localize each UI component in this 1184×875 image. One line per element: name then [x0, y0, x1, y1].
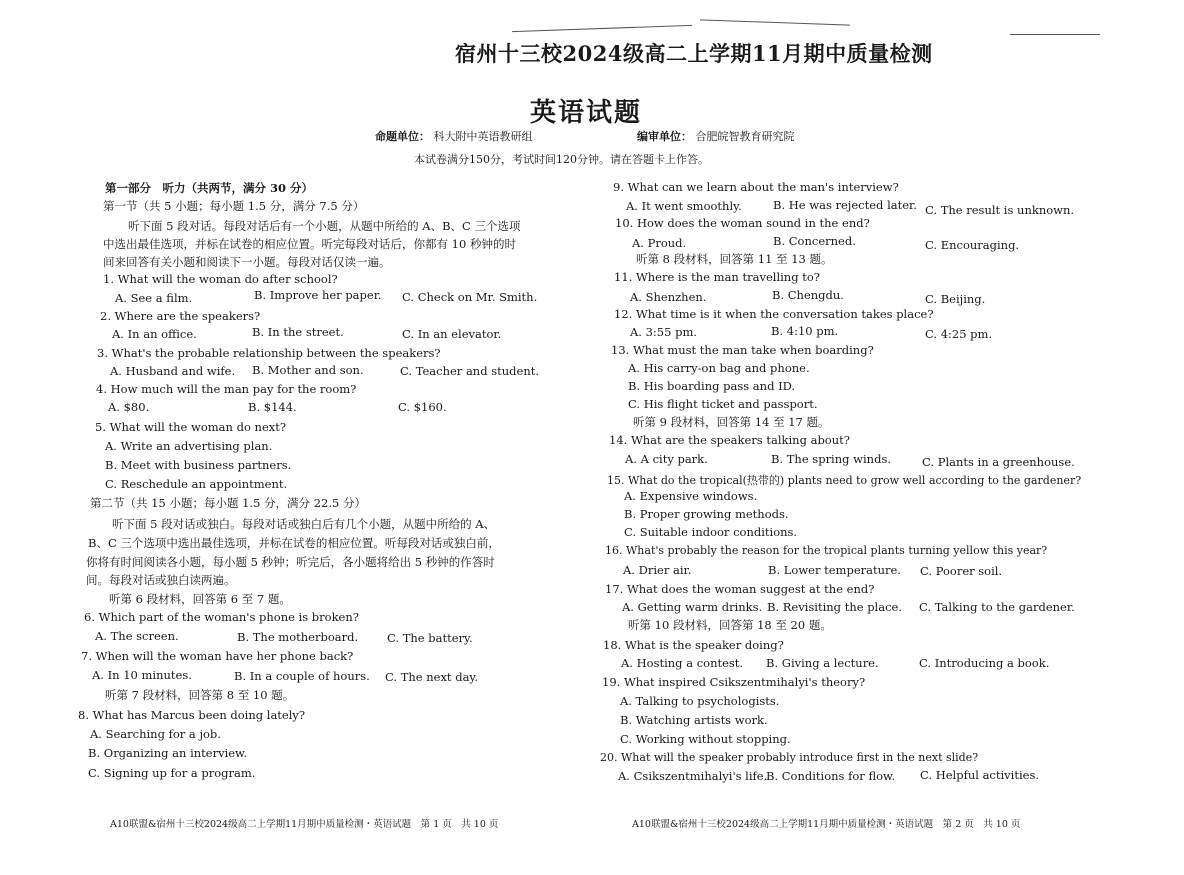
- editor-label: 编审单位：: [637, 130, 692, 143]
- question-14: 14. What are the speakers talking about?: [609, 433, 850, 447]
- question-18: 18. What is the speaker doing?: [603, 638, 784, 652]
- option: B. Lower temperature.: [768, 563, 901, 577]
- option: B. Conditions for flow.: [766, 769, 896, 783]
- option: C. In an elevator.: [402, 327, 502, 341]
- option: B. Revisiting the place.: [767, 600, 902, 614]
- option: C. Teacher and student.: [400, 364, 540, 378]
- material-heading: 听第 6 段材料，回答第 6 至 7 题。: [109, 592, 291, 606]
- question-13: 13. What must the man take when boarding?: [611, 343, 874, 357]
- option: A. Drier air.: [623, 563, 692, 577]
- scan-artifact-line: [700, 19, 850, 25]
- instruction-line: 间来回答有关小题和阅读下一小题。每段对话仅读一遍。: [103, 255, 391, 269]
- instruction-line: B、C 三个选项中选出最佳选项，并标在试卷的相应位置。听每段对话或独白前，: [88, 536, 500, 550]
- option: A. Csikszentmihalyi's life.: [618, 769, 768, 783]
- option: C. 4:25 pm.: [925, 327, 993, 341]
- option: C. $160.: [398, 400, 447, 414]
- page-footer-right: A10联盟&宿州十三校2024级高二上学期11月期中质量检测・英语试题 第 2 页 共 10 页: [632, 819, 1021, 830]
- question-7: 7. When will the woman have her phone back?: [81, 649, 354, 663]
- instruction-line: 你将有时间阅读各小题，每小题 5 秒钟；听完后，各小题将给出 5 秒钟的作答时: [86, 555, 495, 569]
- option: C. The next day.: [385, 670, 479, 684]
- option: B. Giving a lecture.: [766, 656, 879, 670]
- material-heading: 听第 10 段材料，回答第 18 至 20 题。: [628, 618, 832, 632]
- question-20: 20. What will the speaker probably introduce first in the next slide?: [600, 751, 979, 764]
- question-2: 2. Where are the speakers?: [100, 309, 261, 323]
- part-one-heading: 第一部分 听力（共两节，满分 30 分）: [105, 181, 314, 195]
- question-5: 5. What will the woman do next?: [95, 420, 287, 434]
- option: C. Helpful activities.: [920, 768, 1040, 782]
- question-12: 12. What time is it when the conversation takes place?: [614, 307, 934, 321]
- question-8: 8. What has Marcus been doing lately?: [78, 708, 306, 722]
- question-16: 16. What's probably the reason for the tropical plants turning yellow this year?: [605, 544, 1048, 557]
- material-heading: 听第 8 段材料，回答第 11 至 13 题。: [636, 252, 833, 266]
- option: B. Mother and son.: [252, 363, 364, 377]
- author-line: [375, 128, 533, 144]
- editor-name: 合肥皖智教育研究院: [695, 130, 795, 143]
- option: B. The spring winds.: [771, 452, 892, 466]
- material-heading: 听第 7 段材料，回答第 8 至 10 题。: [105, 688, 295, 702]
- exam-notice: 本试卷满分150分，考试时间120分钟。请在答题卡上作答。: [414, 153, 709, 166]
- option: A. 3:55 pm.: [630, 325, 698, 339]
- author-name: 科大附中英语教研组: [433, 130, 533, 143]
- option: C. The battery.: [387, 631, 473, 645]
- option: A. Expensive windows.: [624, 489, 758, 503]
- option: A. Getting warm drinks.: [622, 600, 763, 614]
- option: B. His boarding pass and ID.: [628, 379, 796, 393]
- option: B. Concerned.: [773, 234, 856, 248]
- option: A. The screen.: [95, 629, 179, 643]
- page-footer-left: A10联盟&宿州十三校2024级高二上学期11月期中质量检测・英语试题 第 1 页 共 10 页: [110, 819, 499, 830]
- option: C. Plants in a greenhouse.: [922, 455, 1075, 469]
- scan-artifact-line: [1010, 34, 1100, 35]
- section-one-heading: 第一节（共 5 小题；每小题 1.5 分，满分 7.5 分）: [103, 199, 365, 213]
- option: C. Talking to the gardener.: [919, 600, 1075, 614]
- option: B. In a couple of hours.: [234, 669, 370, 683]
- option: C. Reschedule an appointment.: [105, 477, 288, 491]
- option: B. Meet with business partners.: [105, 458, 292, 472]
- option: A. Hosting a contest.: [621, 656, 744, 670]
- question-6: 6. Which part of the woman's phone is broken?: [84, 610, 359, 624]
- instruction-line: 听下面 5 段对话。每段对话后有一个小题，从题中所给的 A、B、C 三个选项: [128, 219, 521, 233]
- option: B. The motherboard.: [237, 630, 359, 644]
- option: C. His flight ticket and passport.: [628, 397, 818, 411]
- question-1: 1. What will the woman do after school?: [103, 272, 338, 286]
- author-label: 命题单位：: [375, 130, 430, 143]
- option: B. Chengdu.: [772, 288, 844, 302]
- option: C. Working without stopping.: [620, 732, 791, 746]
- option: A. Shenzhen.: [630, 290, 707, 304]
- exam-title: 宿州十三校2024级高二上学期11月期中质量检测: [455, 41, 933, 66]
- question-10: 10. How does the woman sound in the end?: [615, 216, 870, 230]
- option: A. Write an advertising plan.: [105, 439, 273, 453]
- option: C. Introducing a book.: [919, 656, 1050, 670]
- material-heading: 听第 9 段材料，回答第 14 至 17 题。: [633, 415, 830, 429]
- option: B. He was rejected later.: [773, 198, 917, 212]
- question-19: 19. What inspired Csikszentmihalyi's theory?: [602, 675, 866, 689]
- option: A. $80.: [108, 400, 150, 414]
- option: A. His carry-on bag and phone.: [628, 361, 810, 375]
- option: B. In the street.: [252, 325, 344, 339]
- section-two-heading: 第二节（共 15 小题；每小题 1.5 分，满分 22.5 分）: [90, 496, 366, 510]
- option: C. Check on Mr. Smith.: [402, 290, 538, 304]
- option: C. Signing up for a program.: [88, 766, 256, 780]
- instruction-line: 听下面 5 段对话或独白。每段对话或独白后有几个小题，从题中所给的 A、: [112, 517, 496, 531]
- option: C. Suitable indoor conditions.: [624, 525, 798, 539]
- option: A. Searching for a job.: [90, 727, 221, 741]
- instruction-line: 间。每段对话或独白读两遍。: [86, 573, 236, 587]
- option: C. Encouraging.: [925, 238, 1020, 252]
- option: B. Watching artists work.: [620, 713, 768, 727]
- question-17: 17. What does the woman suggest at the end?: [605, 582, 875, 596]
- option: A. In 10 minutes.: [92, 668, 192, 682]
- option: A. Proud.: [632, 236, 687, 250]
- question-9: 9. What can we learn about the man's interview?: [613, 180, 899, 194]
- scan-artifact-line: [512, 25, 692, 32]
- option: C. Poorer soil.: [920, 564, 1003, 578]
- option: A. Husband and wife.: [110, 364, 236, 378]
- question-11: 11. Where is the man travelling to?: [614, 270, 820, 284]
- option: C. Beijing.: [925, 292, 986, 306]
- question-4: 4. How much will the man pay for the room?: [96, 382, 357, 396]
- option: A. In an office.: [112, 327, 197, 341]
- option: B. Organizing an interview.: [88, 746, 248, 760]
- option: B. 4:10 pm.: [771, 324, 839, 338]
- option: A. Talking to psychologists.: [620, 694, 780, 708]
- option: A. See a film.: [115, 291, 193, 305]
- question-3: 3. What's the probable relationship between the speakers?: [97, 346, 441, 360]
- question-15: 15. What do the tropical(热带的) plants need to grow well according to the gardener?: [607, 474, 1082, 487]
- editor-line: [637, 128, 795, 144]
- option: B. Improve her paper.: [254, 288, 382, 302]
- exam-subtitle: 英语试题: [530, 98, 643, 128]
- option: A. It went smoothly.: [626, 199, 742, 213]
- option: A. A city park.: [625, 452, 708, 466]
- option: C. The result is unknown.: [925, 203, 1075, 217]
- option: B. Proper growing methods.: [624, 507, 789, 521]
- instruction-line: 中选出最佳选项，并标在试卷的相应位置。听完每段对话后，你都有 10 秒钟的时: [103, 237, 516, 251]
- option: B. $144.: [248, 400, 297, 414]
